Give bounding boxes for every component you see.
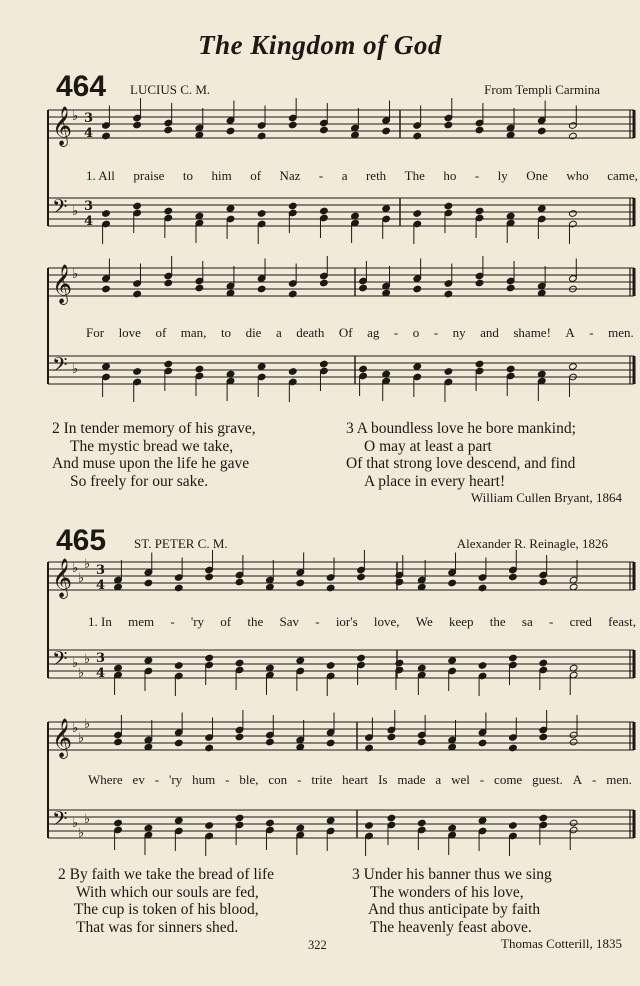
treble-staff <box>48 710 634 759</box>
note-head <box>359 284 368 292</box>
lyric-syllable: A <box>565 325 575 340</box>
verse-line: 2 By faith we take the bread of life <box>58 866 275 883</box>
note-head <box>133 202 142 210</box>
note-head <box>164 360 173 368</box>
note-head <box>257 363 266 371</box>
stanza <box>58 866 274 936</box>
lyric-line <box>88 772 632 788</box>
lyric-line <box>86 168 638 184</box>
note-head <box>257 132 266 140</box>
lyric-syllable: to <box>220 325 232 340</box>
lyric-syllable: - <box>315 614 320 629</box>
note-head <box>357 654 366 662</box>
lyric-syllable: ho <box>443 168 457 183</box>
lyric-syllable: the <box>247 614 264 629</box>
lyric-syllable: - <box>393 325 399 340</box>
note-head <box>382 205 391 213</box>
lyric-syllable: A <box>572 772 583 787</box>
note-head <box>387 814 396 822</box>
lyric-syllable: trite <box>311 772 333 787</box>
verse-line: A place in every heart! <box>364 472 506 490</box>
verse-line: So freely for our sake. <box>70 472 209 490</box>
note-head <box>320 279 329 287</box>
lyric-syllable: to <box>182 168 194 183</box>
note-head <box>235 659 244 667</box>
note-head <box>257 210 266 218</box>
note-head <box>569 210 578 218</box>
lyric-syllable: 1. In <box>88 614 112 629</box>
note-head <box>114 819 123 827</box>
note-head <box>144 579 153 587</box>
note-head <box>537 127 546 135</box>
lyric-syllable: a <box>341 168 348 183</box>
lyric-syllable: hum <box>192 772 216 787</box>
note-head <box>326 662 335 670</box>
note-head <box>102 285 111 293</box>
flat-sign-icon: ♭ <box>72 204 79 219</box>
lyric-syllable: con <box>268 772 288 787</box>
tune-source: Alexander R. Reinagle, 1826 <box>456 536 608 551</box>
time-signature: 3 <box>96 563 106 578</box>
flat-sign-icon: ♭ <box>72 816 79 831</box>
note-head <box>164 207 173 215</box>
note-head <box>569 363 578 371</box>
note-head <box>164 279 173 287</box>
bass-clef-icon: 𝄢 <box>52 195 68 223</box>
lyric-syllable: - <box>479 772 485 787</box>
note-head <box>174 739 183 747</box>
note-head <box>509 654 518 662</box>
note-head <box>413 210 422 218</box>
lyric-syllable: - <box>170 614 175 629</box>
bass-clef-icon: 𝄢 <box>52 647 68 675</box>
flat-sign-icon: ♭ <box>78 731 85 746</box>
note-head <box>266 738 275 746</box>
lyric-syllable: - <box>592 772 597 787</box>
lyric-syllable: love <box>118 325 141 340</box>
lyric-syllable: feast, <box>608 614 636 629</box>
flat-sign-icon: ♭ <box>84 557 91 572</box>
lyric-syllable: a <box>435 772 442 787</box>
note-head <box>326 584 335 592</box>
bass-staff <box>48 807 634 856</box>
lyric-syllable: Sav <box>279 614 299 629</box>
verse-line: The cup is token of his blood, <box>74 901 259 919</box>
lyric-syllable: made <box>397 772 426 787</box>
lyric-syllable: Where <box>88 772 123 787</box>
verse-line: The wonders of his love, <box>370 883 524 901</box>
note-head <box>326 817 335 825</box>
lyric-syllable: of <box>250 168 262 183</box>
note-head <box>475 126 484 134</box>
note-head <box>174 584 183 592</box>
lyric-syllable: men. <box>606 772 632 787</box>
flat-sign-icon: ♭ <box>72 656 79 671</box>
lyric-syllable: 'ry <box>190 614 205 629</box>
note-head <box>257 285 266 293</box>
note-head <box>226 127 235 135</box>
lyric-syllable: death <box>296 325 325 340</box>
lyric-syllable: came, <box>607 168 638 183</box>
time-signature: 4 <box>96 666 106 681</box>
lyric-syllable: ly <box>497 168 508 183</box>
bass-staff <box>48 353 634 402</box>
lyric-syllable: One <box>526 168 548 183</box>
time-signature: 4 <box>84 214 94 229</box>
lyric-syllable: and <box>480 325 499 340</box>
stanza <box>52 420 256 490</box>
lyric-syllable: sa <box>521 614 533 629</box>
note-head <box>444 368 453 376</box>
stanza <box>352 866 552 936</box>
lyric-syllable: - <box>225 772 230 787</box>
lyric-syllable: mem <box>128 614 155 629</box>
note-head <box>235 814 244 822</box>
note-head <box>506 365 515 373</box>
treble-clef-icon: 𝄞 <box>52 558 73 598</box>
note-head <box>444 202 453 210</box>
flat-sign-icon: ♭ <box>84 812 91 827</box>
note-head <box>444 290 453 298</box>
lyric-syllable: of <box>155 325 167 340</box>
flat-sign-icon: ♭ <box>72 362 79 377</box>
flat-sign-icon: ♭ <box>72 109 79 124</box>
bass-clef-icon: 𝄢 <box>52 353 68 381</box>
note-head <box>413 363 422 371</box>
note-head <box>417 819 426 827</box>
lyric-syllable: heart <box>342 772 369 787</box>
flat-sign-icon: ♭ <box>72 721 79 736</box>
note-head <box>195 284 204 292</box>
flat-sign-icon: ♭ <box>72 561 79 576</box>
treble-staff <box>48 98 634 147</box>
hymn-number: 465 <box>56 524 107 557</box>
note-head <box>174 817 183 825</box>
note-head <box>478 584 487 592</box>
lyric-syllable: shame! <box>513 325 551 340</box>
note-head <box>569 738 578 746</box>
note-head <box>478 817 487 825</box>
lyric-syllable: love, <box>373 614 400 629</box>
lyric-syllable: - <box>474 168 480 183</box>
verse-line: With which our souls are fed, <box>76 883 259 901</box>
note-head <box>288 368 297 376</box>
note-head <box>326 739 335 747</box>
note-head <box>448 579 457 587</box>
lyric-line <box>88 614 636 630</box>
tune-name: LUCIUS C. M. <box>130 82 211 97</box>
verse-line: And thus anticipate by faith <box>368 901 541 919</box>
lyric-syllable: who <box>566 168 589 183</box>
lyric-syllable: For <box>86 325 105 340</box>
note-head <box>266 819 275 827</box>
lyric-syllable: reth <box>365 168 387 183</box>
lyric-syllable: praise <box>133 168 165 183</box>
lyric-syllable: ble, <box>239 772 259 787</box>
lyric-syllable: - <box>297 772 302 787</box>
note-head <box>387 733 396 741</box>
note-head <box>478 739 487 747</box>
flat-sign-icon: ♭ <box>78 666 85 681</box>
lyric-syllable: keep <box>449 614 474 629</box>
verse-line: 3 Under his banner thus we sing <box>352 866 552 883</box>
note-head <box>288 202 297 210</box>
note-head <box>413 285 422 293</box>
time-signature: 3 <box>84 199 94 214</box>
text-author: William Cullen Bryant, 1864 <box>470 490 622 505</box>
treble-staff <box>48 550 634 599</box>
bass-clef-icon: 𝄢 <box>52 807 68 835</box>
lyric-syllable: man, <box>180 325 207 340</box>
bass-staff <box>48 195 634 244</box>
note-head <box>365 822 374 830</box>
lyric-syllable: come <box>494 772 523 787</box>
note-head <box>569 132 578 140</box>
note-head <box>114 738 123 746</box>
treble-staff <box>48 256 634 305</box>
lyric-syllable: - <box>318 168 324 183</box>
note-head <box>133 121 142 129</box>
note-head <box>539 578 548 586</box>
note-head <box>444 121 453 129</box>
verse-line: O may at least a part <box>364 437 492 455</box>
lyric-syllable: We <box>415 614 433 629</box>
lyric-syllable: him <box>211 168 232 183</box>
note-head <box>205 744 214 752</box>
lyric-syllable: men. <box>608 325 634 340</box>
note-head <box>413 132 422 140</box>
note-head <box>475 279 484 287</box>
lyric-line <box>86 325 634 341</box>
flat-sign-icon: ♭ <box>84 652 91 667</box>
note-head <box>539 733 548 741</box>
note-head <box>164 126 173 134</box>
note-head <box>296 657 305 665</box>
note-head <box>537 205 546 213</box>
lyric-syllable: Naz <box>279 168 301 183</box>
note-head <box>506 284 515 292</box>
lyric-syllable: ny <box>452 325 466 340</box>
treble-clef-icon: 𝄞 <box>52 718 73 758</box>
note-head <box>448 657 457 665</box>
note-head <box>417 738 426 746</box>
lyric-syllable: ior's <box>335 614 358 629</box>
lyric-syllable: cred <box>569 614 592 629</box>
page-number: 322 <box>308 938 327 952</box>
note-head <box>195 365 204 373</box>
note-head <box>320 207 329 215</box>
note-head <box>235 733 244 741</box>
lyric-syllable: - <box>433 325 439 340</box>
note-head <box>509 573 518 581</box>
lyric-syllable: the <box>489 614 506 629</box>
hymn-number: 464 <box>56 70 107 103</box>
note-head <box>174 662 183 670</box>
note-head <box>359 365 368 373</box>
note-head <box>539 814 548 822</box>
lyric-syllable: a <box>275 325 282 340</box>
lyric-syllable: - <box>154 772 160 787</box>
verse-line: Of that strong love descend, and find <box>346 455 576 473</box>
flat-sign-icon: ♭ <box>72 267 79 282</box>
note-head <box>226 205 235 213</box>
note-head <box>475 360 484 368</box>
lyric-syllable: Is <box>378 772 388 787</box>
lyric-syllable: o <box>412 325 420 340</box>
tune-source: From Templi Carmina <box>484 82 600 97</box>
note-head <box>288 121 297 129</box>
note-head <box>133 368 142 376</box>
note-head <box>235 578 244 586</box>
verse-line: That was for sinners shed. <box>76 918 239 936</box>
lyric-syllable: of <box>220 614 232 629</box>
note-head <box>102 363 111 371</box>
note-head <box>296 579 305 587</box>
note-head <box>205 654 214 662</box>
time-signature: 3 <box>84 111 94 126</box>
note-head <box>365 744 374 752</box>
tune-name: ST. PETER C. M. <box>134 536 228 551</box>
lyric-syllable: ev <box>132 772 145 787</box>
bass-staff <box>48 647 634 696</box>
lyric-syllable: wel <box>451 772 470 787</box>
note-head <box>288 290 297 298</box>
text-author: Thomas Cotterill, 1835 <box>501 936 622 951</box>
verse-line: 3 A boundless love he bore mankind; <box>346 420 576 437</box>
note-head <box>320 126 329 134</box>
note-head <box>144 657 153 665</box>
note-head <box>357 573 366 581</box>
stanza <box>346 420 576 490</box>
note-head <box>205 573 214 581</box>
note-head <box>133 290 142 298</box>
note-head <box>475 207 484 215</box>
lyric-syllable: The <box>404 168 425 183</box>
verse-line: The heavenly feast above. <box>370 918 532 936</box>
note-head <box>478 662 487 670</box>
lyric-syllable: - <box>589 325 594 340</box>
note-head <box>509 744 518 752</box>
time-signature: 4 <box>84 126 94 141</box>
note-head <box>382 127 391 135</box>
lyric-syllable: 'ry <box>168 772 183 787</box>
note-head <box>205 822 214 830</box>
note-head <box>320 360 329 368</box>
lyric-syllable: - <box>548 614 554 629</box>
lyric-syllable: guest. <box>532 772 563 787</box>
note-head <box>102 210 111 218</box>
time-signature: 4 <box>96 578 106 593</box>
lyric-syllable: die <box>245 325 262 340</box>
flat-sign-icon: ♭ <box>78 571 85 586</box>
treble-clef-icon: 𝄞 <box>52 264 73 304</box>
treble-clef-icon: 𝄞 <box>52 106 73 146</box>
flat-sign-icon: ♭ <box>78 826 85 841</box>
lyric-syllable: ag <box>367 325 380 340</box>
verse-line: The mystic bread we take, <box>70 437 234 455</box>
time-signature: 3 <box>96 651 106 666</box>
flat-sign-icon: ♭ <box>84 717 91 732</box>
page-title: The Kingdom of God <box>198 30 442 60</box>
lyric-syllable: Of <box>338 325 353 340</box>
note-head <box>509 822 518 830</box>
verse-line: And muse upon the life he gave <box>52 455 250 473</box>
note-head <box>102 132 111 140</box>
note-head <box>539 659 548 667</box>
lyric-syllable: 1. All <box>86 168 115 183</box>
verse-line: 2 In tender memory of his grave, <box>52 420 256 437</box>
note-head <box>569 819 578 827</box>
